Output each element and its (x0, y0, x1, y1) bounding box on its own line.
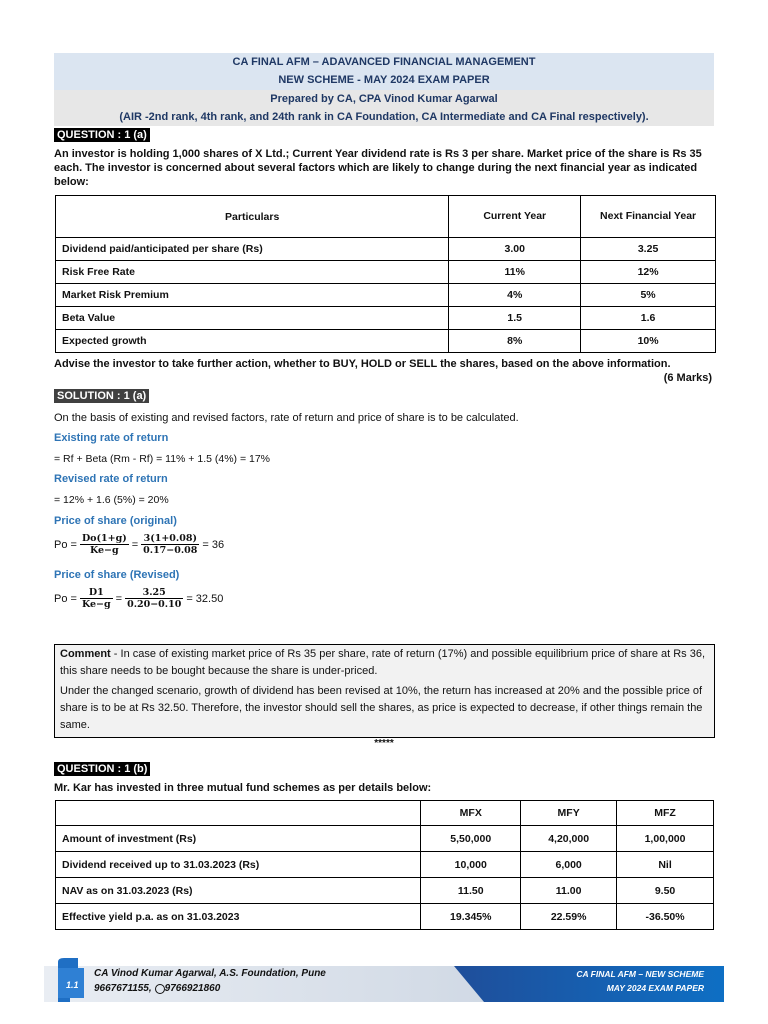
col-mfy: MFY (521, 801, 617, 826)
cell: 22.59% (521, 904, 617, 930)
prepared-by: Prepared by CA, CPA Vinod Kumar Agarwal (54, 90, 714, 108)
formula-lhs: Po = (54, 592, 77, 605)
numerator: 3.25 (125, 587, 183, 599)
cell: 1,00,000 (617, 826, 714, 852)
footer-author: CA Vinod Kumar Agarwal, A.S. Foundation, Pune (94, 968, 326, 979)
col-mfz: MFZ (617, 801, 714, 826)
cell: 10,000 (421, 852, 521, 878)
phone-number-2: 9766921860 (164, 983, 221, 994)
col-mfx: MFX (421, 801, 521, 826)
equals: = (115, 592, 123, 605)
cell: 6,000 (521, 852, 617, 878)
denominator: 0.20−0.10 (127, 599, 182, 610)
table-row (56, 261, 716, 284)
row-label: Dividend paid/anticipated per share (Rs) (56, 238, 449, 261)
comment-box (54, 644, 715, 738)
denominator: 0.17−0.08 (143, 545, 198, 556)
col-particulars: Particulars (56, 196, 449, 238)
cell: 8% (449, 330, 581, 353)
row-label: Effective yield p.a. as on 31.03.2023 (56, 904, 421, 930)
blank-header (56, 801, 421, 826)
cell: 11.50 (421, 878, 521, 904)
formula-result: = 36 (202, 538, 225, 551)
cell: 11% (449, 261, 581, 284)
cell: -36.50% (617, 904, 714, 930)
cell: 3.00 (449, 238, 581, 261)
existing-rate-heading: Existing rate of return (54, 432, 169, 444)
denominator: Ke−g (81, 599, 111, 610)
col-next-year: Next Financial Year (581, 196, 716, 238)
doc-subtitle: NEW SCHEME - MAY 2024 EXAM PAPER (54, 71, 714, 90)
ranks-line: (AIR -2nd rank, 4th rank, and 24th rank in CA Foundation, CA Intermediate and CA Final respectively). (54, 108, 714, 126)
denominator: Ke−g (89, 545, 119, 556)
phone-number: 9667671155, (94, 983, 152, 994)
page-number: 1.1 (66, 980, 79, 990)
row-label: NAV as on 31.03.2023 (Rs) (56, 878, 421, 904)
revised-rate-formula: = 12% + 1.6 (5%) = 20% (54, 494, 169, 506)
equals: = (131, 538, 139, 551)
fraction (125, 587, 183, 610)
existing-rate-formula: = Rf + Beta (Rm - Rf) = 11% + 1.5 (4%) = 17% (54, 453, 271, 465)
table-row (56, 284, 716, 307)
cell: 4% (449, 284, 581, 307)
question-1b-text: Mr. Kar has invested in three mutual fund schemes as per details below: (54, 782, 432, 794)
row-label: Market Risk Premium (56, 284, 449, 307)
solution-intro: On the basis of existing and revised factors, rate of return and price of share is to be calculated. (54, 412, 519, 424)
cell: Nil (617, 852, 714, 878)
revised-rate-heading: Revised rate of return (54, 473, 168, 485)
marks: (6 Marks) (663, 372, 712, 384)
footer-phone (94, 983, 220, 994)
cell: 3.25 (581, 238, 716, 261)
price-revised-heading: Price of share (Revised) (54, 569, 180, 581)
fraction (80, 587, 113, 610)
price-revised-formula (54, 587, 223, 610)
cell: 5,50,000 (421, 826, 521, 852)
cell: 5% (581, 284, 716, 307)
comment-label: Comment (60, 648, 111, 660)
question-1a-label: QUESTION : 1 (a) (54, 128, 150, 142)
table-row (56, 904, 714, 930)
fraction (141, 533, 199, 556)
row-label: Beta Value (56, 307, 449, 330)
comment-paragraph-2: Under the changed scenario, growth of dividend has been revised at 10%, the return has increased at 20% and the possible price of share is to be at Rs 32.50. Therefore, the investor should sell the shares, as price is expected to decrease, if other things remain the same. (60, 685, 703, 731)
table-row (56, 330, 716, 353)
comment-paragraph-1 (60, 646, 709, 680)
doc-title: CA FINAL AFM – ADAVANCED FINANCIAL MANAGEMENT (54, 53, 714, 71)
table-row (56, 307, 716, 330)
cell: 9.50 (617, 878, 714, 904)
price-original-formula (54, 533, 224, 556)
cell: 19.345% (421, 904, 521, 930)
cell: 1.6 (581, 307, 716, 330)
formula-lhs: Po = (54, 538, 77, 551)
cell: 10% (581, 330, 716, 353)
whatsapp-icon (155, 984, 165, 994)
page-footer (44, 958, 724, 1002)
question-1a-text: An investor is holding 1,000 shares of X Ltd.; Current Year dividend rate is Rs 3 per share. Market price of the share is Rs 35 each. The investor is concerned about several factors which are likely to change during the next financial year as indicated below: (54, 148, 702, 188)
row-label: Dividend received up to 31.03.2023 (Rs) (56, 852, 421, 878)
numerator: Do(1+g) (81, 533, 127, 544)
footer-banner (44, 958, 724, 1002)
factors-table (55, 195, 716, 353)
table-row (56, 238, 716, 261)
formula-result: = 32.50 (186, 592, 224, 605)
col-current-year: Current Year (449, 196, 581, 238)
separator-stars: ***** (374, 738, 394, 749)
table-row (56, 878, 714, 904)
solution-1a-label: SOLUTION : 1 (a) (54, 389, 149, 403)
table-row (56, 852, 714, 878)
mutual-fund-table (55, 800, 714, 930)
cell: 4,20,000 (521, 826, 617, 852)
numerator: D1 (80, 587, 113, 599)
table-row (56, 826, 714, 852)
cell: 12% (581, 261, 716, 284)
numerator: 3(1+0.08) (141, 533, 199, 545)
question-1b-label: QUESTION : 1 (b) (54, 762, 150, 776)
fraction (80, 533, 129, 556)
cell: 11.00 (521, 878, 617, 904)
row-label: Expected growth (56, 330, 449, 353)
row-label: Amount of investment (Rs) (56, 826, 421, 852)
advise-text: Advise the investor to take further action, whether to BUY, HOLD or SELL the shares, based on the above information. (54, 358, 671, 370)
footer-right-1: CA FINAL AFM – NEW SCHEME (576, 969, 704, 979)
price-original-heading: Price of share (original) (54, 515, 177, 527)
row-label: Risk Free Rate (56, 261, 449, 284)
comment-text: - In case of existing market price of Rs 35 per share, rate of return (17%) and possible equilibrium price of share at Rs 36, this share needs to be bought because the share is under-priced. (60, 648, 706, 677)
footer-right-2: MAY 2024 EXAM PAPER (606, 983, 704, 993)
cell: 1.5 (449, 307, 581, 330)
